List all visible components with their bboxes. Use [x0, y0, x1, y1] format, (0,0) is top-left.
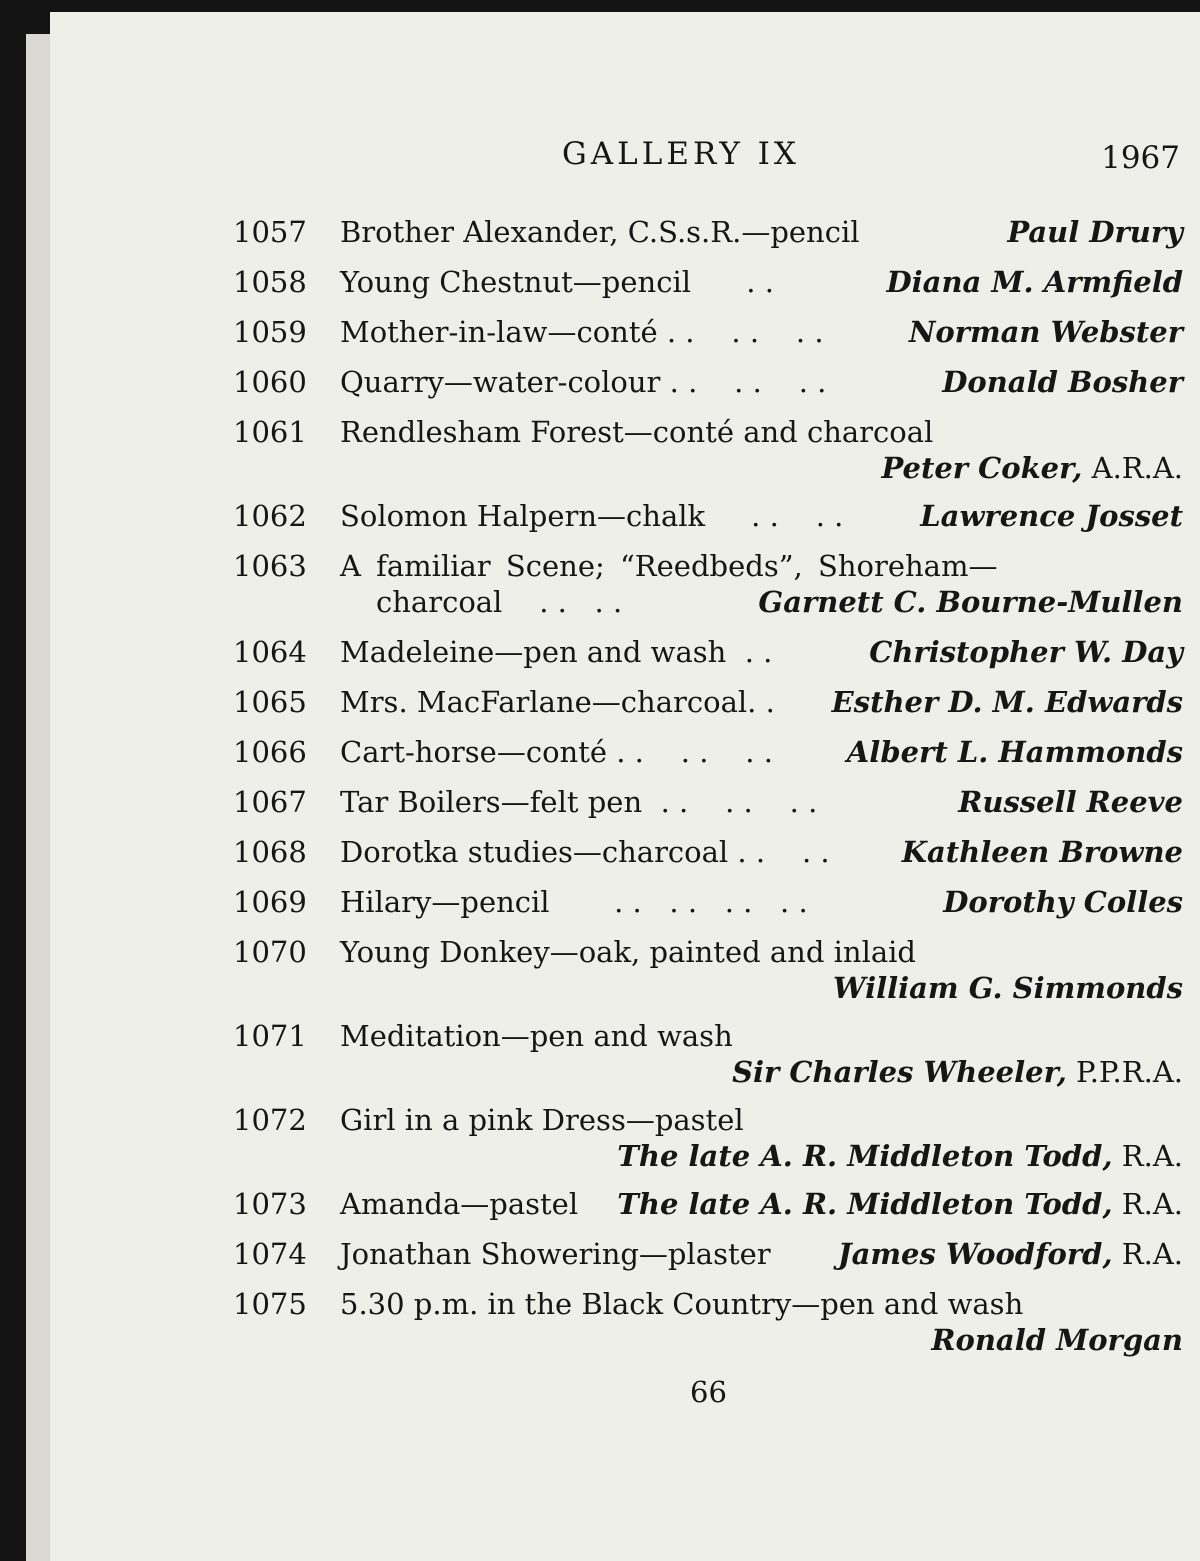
entry-number: 1066 [233, 735, 307, 769]
entry-number: 1060 [233, 365, 307, 399]
entry-number: 1062 [233, 499, 307, 533]
entry-number: 1073 [233, 1187, 307, 1221]
entry-title: Mrs. MacFarlane—charcoal. . [340, 685, 775, 719]
entry-1060 [233, 362, 1183, 402]
entry-title: Girl in a pink Dress—pastel [340, 1103, 744, 1137]
entry-title-continued: charcoal . . . . [376, 585, 623, 619]
entry-1064 [233, 632, 1183, 672]
entry-title: Cart-horse—conté . . . . . . [340, 735, 773, 769]
entry-number: 1068 [233, 835, 307, 869]
entry-1074 [233, 1234, 1183, 1274]
entry-1072-artist-line [233, 1136, 1183, 1176]
gallery-title: GALLERY IX [562, 136, 800, 172]
entry-1068 [233, 832, 1183, 872]
entry-number: 1059 [233, 315, 307, 349]
entry-number: 1064 [233, 635, 307, 669]
entry-number: 1065 [233, 685, 307, 719]
entry-1071 [233, 1016, 1183, 1056]
entry-title: Rendlesham Forest—conté and charcoal [340, 415, 934, 449]
entry-artist: Russell Reeve [958, 785, 1183, 819]
entry-1072 [233, 1100, 1183, 1140]
entry-artist: Ronald Morgan [931, 1323, 1183, 1357]
entry-artist: The late A. R. Middleton Todd, R.A. [617, 1187, 1183, 1221]
entry-title: Amanda—pastel [340, 1187, 579, 1221]
catalogue-page [50, 12, 1200, 1561]
entry-title: 5.30 p.m. in the Black Country—pen and wash [340, 1287, 1024, 1321]
entry-title: Tar Boilers—felt pen . . . . . . [340, 785, 818, 819]
catalogue-year: 1967 [1101, 140, 1180, 176]
entry-number: 1072 [233, 1103, 307, 1137]
entry-number: 1067 [233, 785, 307, 819]
entry-artist: William G. Simmonds [833, 971, 1183, 1005]
entry-1073 [233, 1184, 1183, 1224]
entry-title: Jonathan Showering—plaster [340, 1237, 771, 1271]
entry-number: 1061 [233, 415, 307, 449]
entry-artist: Lawrence Josset [920, 499, 1183, 533]
entry-number: 1071 [233, 1019, 307, 1053]
entry-1075-artist-line [233, 1320, 1183, 1360]
entry-number: 1074 [233, 1237, 307, 1271]
entry-artist: Kathleen Browne [901, 835, 1183, 869]
entry-1069 [233, 882, 1183, 922]
entry-artist: Paul Drury [1007, 215, 1183, 249]
entry-title: Dorotka studies—charcoal . . . . [340, 835, 830, 869]
entry-number: 1069 [233, 885, 307, 919]
entry-1061 [233, 412, 1183, 452]
entry-1067 [233, 782, 1183, 822]
entry-artist: Christopher W. Day [869, 635, 1183, 669]
entry-1070-artist-line [233, 968, 1183, 1008]
entry-number: 1063 [233, 549, 307, 583]
entry-title: Meditation—pen and wash [340, 1019, 733, 1053]
entry-title: Young Donkey—oak, painted and inlaid [340, 935, 916, 969]
entry-title: Hilary—pencil . . . . . . . . [340, 885, 808, 919]
entry-artist: Diana M. Armfield [886, 265, 1183, 299]
entry-title: Young Chestnut—pencil . . [340, 265, 774, 299]
entry-title: Madeleine—pen and wash . . [340, 635, 773, 669]
entry-title: A familiar Scene; “Reedbeds”, Shoreham— [340, 549, 998, 583]
entry-artist: Albert L. Hammonds [846, 735, 1183, 769]
entry-number: 1057 [233, 215, 307, 249]
entry-1059 [233, 312, 1183, 352]
entry-1062 [233, 496, 1183, 536]
entry-artist: Sir Charles Wheeler, P.P.R.A. [732, 1055, 1183, 1089]
entry-1061-artist-line [233, 448, 1183, 488]
entry-1070 [233, 932, 1183, 972]
entry-artist: Peter Coker, A.R.A. [881, 451, 1183, 485]
entry-artist: Dorothy Colles [943, 885, 1183, 919]
entry-1063-second-line [233, 582, 1183, 622]
entry-1065 [233, 682, 1183, 722]
entry-title: Brother Alexander, C.S.s.R.—pencil [340, 215, 860, 249]
entry-1058 [233, 262, 1183, 302]
entry-1071-artist-line [233, 1052, 1183, 1092]
entry-number: 1058 [233, 265, 307, 299]
entry-title: Solomon Halpern—chalk . . . . [340, 499, 844, 533]
entry-1075 [233, 1284, 1183, 1324]
entry-1063 [233, 546, 1183, 586]
entry-1066 [233, 732, 1183, 772]
entry-title: Mother-in-law—conté . . . . . . [340, 315, 824, 349]
entry-artist: James Woodford, R.A. [837, 1237, 1183, 1271]
page-number: 66 [690, 1375, 727, 1409]
entry-title: Quarry—water-colour . . . . . . [340, 365, 827, 399]
entry-artist: Esther D. M. Edwards [831, 685, 1183, 719]
entry-artist: Donald Bosher [942, 365, 1183, 399]
entry-number: 1070 [233, 935, 307, 969]
entry-number: 1075 [233, 1287, 307, 1321]
entry-artist: Garnett C. Bourne-Mullen [758, 585, 1183, 619]
entry-artist: The late A. R. Middleton Todd, R.A. [617, 1139, 1183, 1173]
entry-1057 [233, 212, 1183, 252]
entry-artist: Norman Webster [908, 315, 1183, 349]
